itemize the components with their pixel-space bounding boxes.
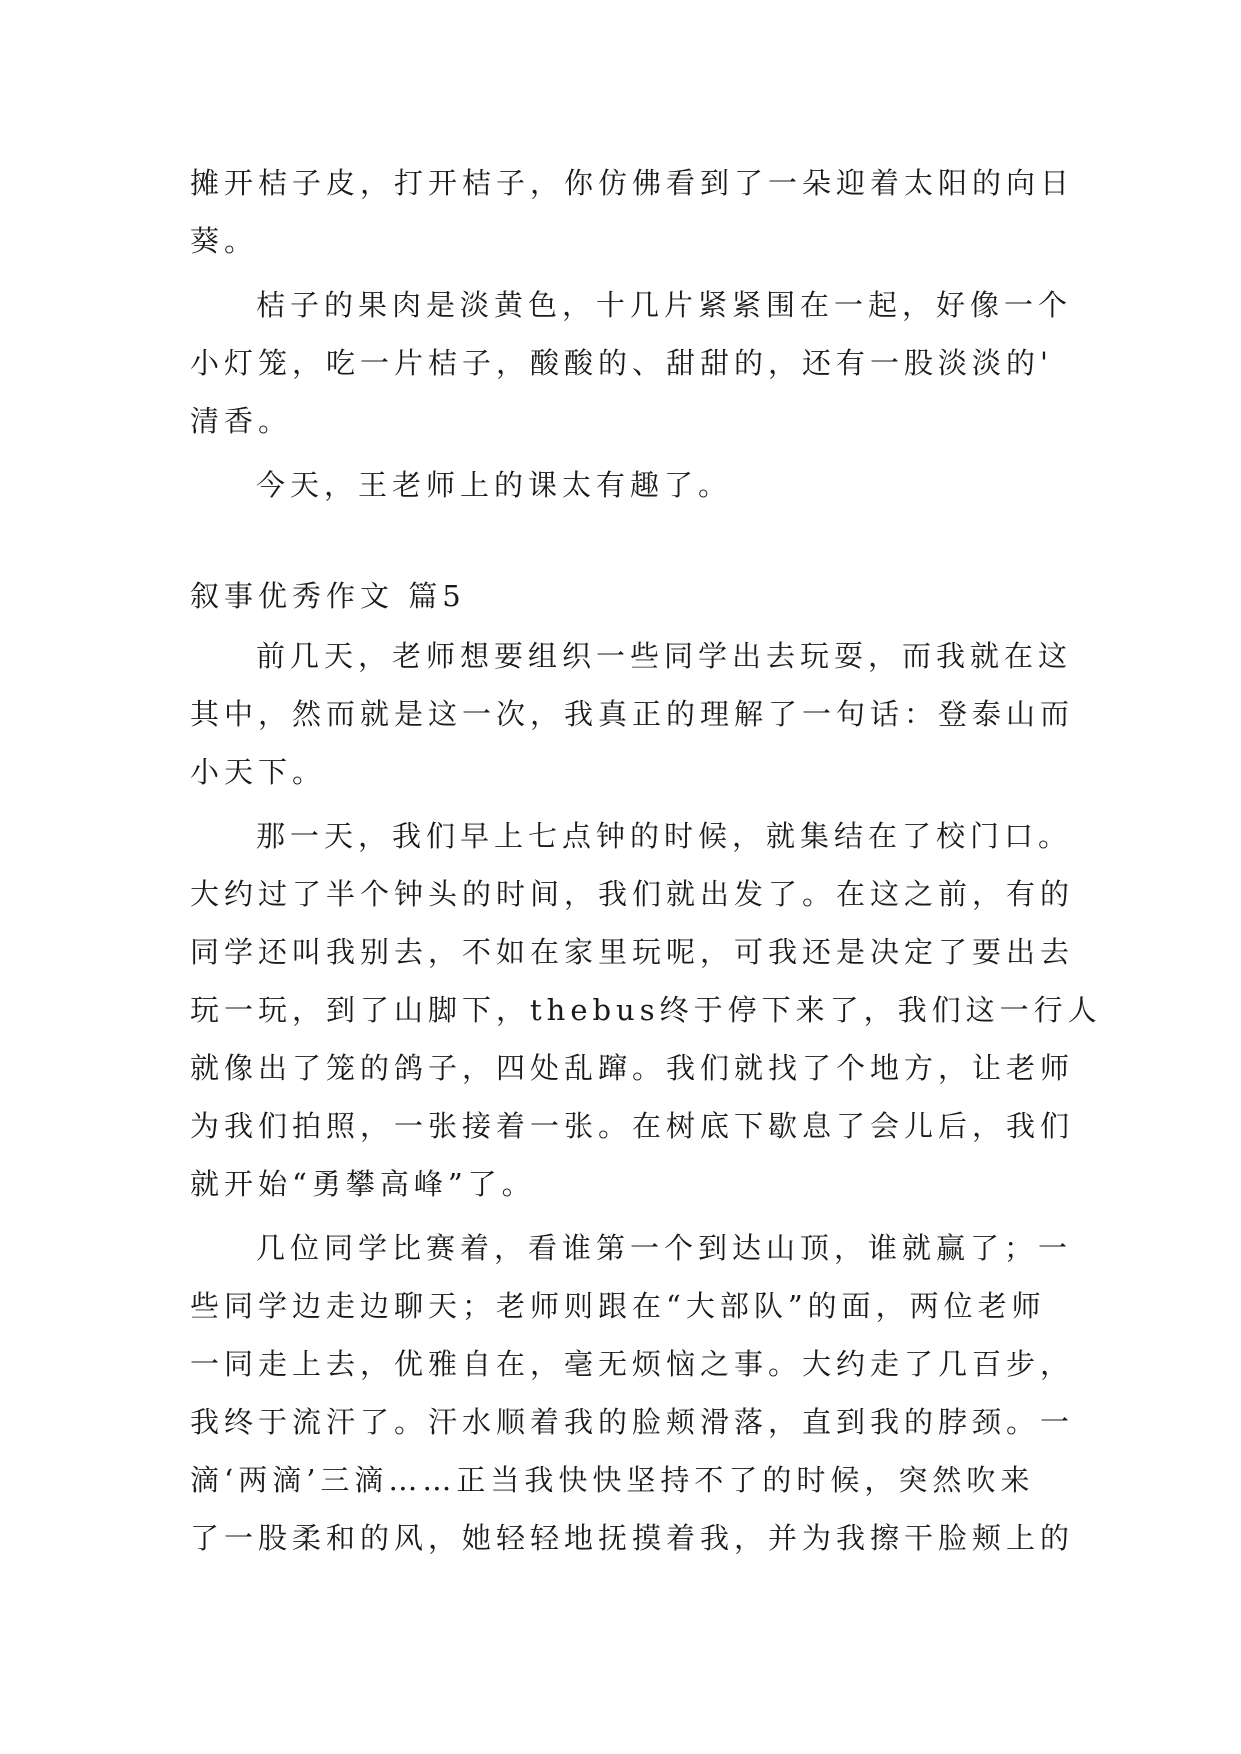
text-line: 一同走上去，优雅自在，毫无烦恼之事。大约走了几百步， xyxy=(190,1347,1075,1381)
paragraph-first-line: 那一天，我们早上七点钟的时候，就集结在了校门口。 xyxy=(256,819,1073,853)
paragraph-first-line: 今天，王老师上的课太有趣了。 xyxy=(256,468,733,502)
text-line: 摊开桔子皮，打开桔子，你仿佛看到了一朵迎着太阳的向日 xyxy=(190,166,1075,200)
section-heading: 叙事优秀作文 篇5 xyxy=(190,579,466,613)
text-line: 就开始“勇攀高峰”了。 xyxy=(190,1167,536,1201)
text-line: 其中，然而就是这一次，我真正的理解了一句话：登泰山而 xyxy=(190,697,1075,731)
paragraph-first-line: 前几天，老师想要组织一些同学出去玩耍，而我就在这 xyxy=(256,639,1073,673)
text-line: 玩一玩，到了山脚下，thebus终于停下来了，我们这一行人 xyxy=(190,993,1102,1027)
text-line: 小天下。 xyxy=(190,755,327,789)
text-line: 些同学边走边聊天；老师则跟在“大部队”的面，两位老师 xyxy=(190,1289,1046,1323)
text-line: 就像出了笼的鸽子，四处乱蹿。我们就找了个地方，让老师 xyxy=(190,1051,1075,1085)
text-line: 滴‘两滴’三滴……正当我快快坚持不了的时候，突然吹来 xyxy=(190,1463,1035,1497)
text-line: 小灯笼，吃一片桔子，酸酸的、甜甜的，还有一股淡淡的' xyxy=(190,346,1053,380)
text-line: 为我们拍照，一张接着一张。在树底下歇息了会儿后，我们 xyxy=(190,1109,1075,1143)
text-line: 同学还叫我别去，不如在家里玩呢，可我还是决定了要出去 xyxy=(190,935,1075,969)
text-line: 葵。 xyxy=(190,224,259,258)
text-line: 大约过了半个钟头的时间，我们就出发了。在这之前，有的 xyxy=(190,877,1075,911)
text-line: 了一股柔和的风，她轻轻地抚摸着我，并为我擦干脸颊上的 xyxy=(190,1521,1075,1555)
paragraph-first-line: 几位同学比赛着，看谁第一个到达山顶，谁就赢了；一 xyxy=(256,1231,1073,1265)
paragraph-first-line: 桔子的果肉是淡黄色，十几片紧紧围在一起，好像一个 xyxy=(256,288,1073,322)
text-line: 我终于流汗了。汗水顺着我的脸颊滑落，直到我的脖颈。一 xyxy=(190,1405,1075,1439)
text-line: 清香。 xyxy=(190,404,293,438)
